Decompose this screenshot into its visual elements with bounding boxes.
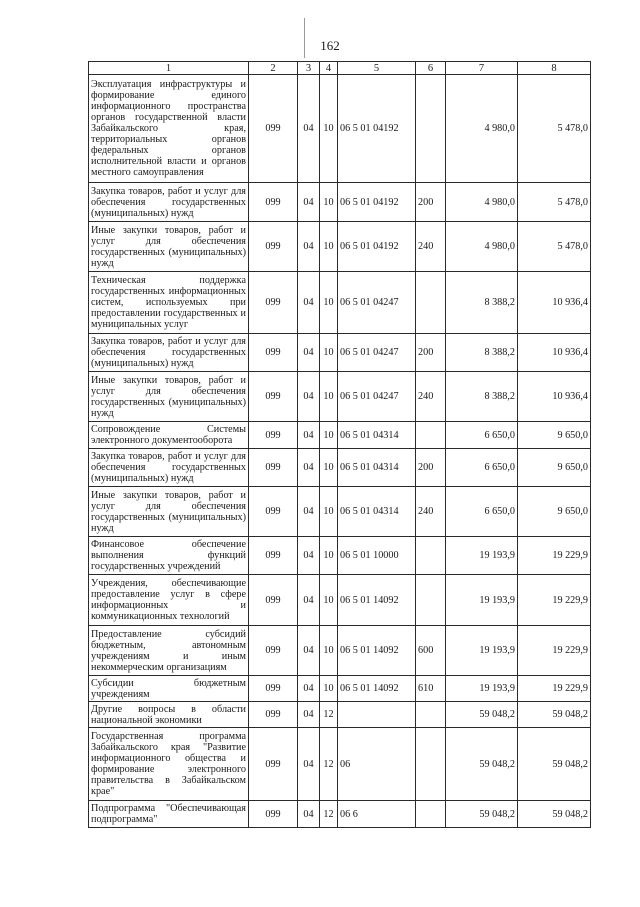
row-col-8: 9 650,0: [518, 487, 591, 537]
row-col-8: 5 478,0: [518, 183, 591, 222]
row-col-7: 8 388,2: [446, 334, 518, 372]
table-row: [89, 222, 591, 272]
row-col-2: 099: [249, 676, 298, 702]
row-col-8: 19 229,9: [518, 676, 591, 702]
row-col-4: 10: [320, 272, 338, 334]
row-col-3: 04: [298, 272, 320, 334]
table-row: [89, 334, 591, 372]
row-name: Иные закупки товаров, работ и услуг для обеспечения государственных (муниципальных) нужд: [89, 372, 249, 422]
table-row: [89, 626, 591, 676]
table-row: [89, 272, 591, 334]
row-col-3: 04: [298, 75, 320, 183]
row-col-4: 10: [320, 676, 338, 702]
row-col-2: 099: [249, 575, 298, 626]
row-col-8: 10 936,4: [518, 334, 591, 372]
row-col-3: 04: [298, 676, 320, 702]
row-col-7: 59 048,2: [446, 801, 518, 828]
row-col-2: 099: [249, 272, 298, 334]
table-row: [89, 702, 591, 728]
row-col-2: 099: [249, 334, 298, 372]
row-col-5: 06 5 01 04314: [338, 422, 416, 449]
row-col-8: 59 048,2: [518, 728, 591, 801]
row-col-8: 59 048,2: [518, 801, 591, 828]
row-col-6: [416, 728, 446, 801]
row-col-8: 19 229,9: [518, 626, 591, 676]
row-col-4: 10: [320, 372, 338, 422]
row-name: Подпрограмма "Обеспечивающая подпрограмма": [89, 801, 249, 828]
table-row: [89, 801, 591, 828]
row-col-6: [416, 801, 446, 828]
row-col-8: 10 936,4: [518, 272, 591, 334]
row-col-6: 240: [416, 222, 446, 272]
row-col-6: 240: [416, 372, 446, 422]
row-col-4: 10: [320, 537, 338, 575]
row-col-7: 4 980,0: [446, 183, 518, 222]
row-name: Закупка товаров, работ и услуг для обеспечения государственных (муниципальных) нужд: [89, 183, 249, 222]
row-col-7: 6 650,0: [446, 422, 518, 449]
row-col-3: 04: [298, 801, 320, 828]
budget-table: [88, 61, 591, 828]
row-col-5: 06 6: [338, 801, 416, 828]
row-col-5: 06 5 01 04314: [338, 487, 416, 537]
row-name: Субсидии бюджетным учреждениям: [89, 676, 249, 702]
table-row: [89, 537, 591, 575]
row-col-4: 10: [320, 75, 338, 183]
row-col-8: 5 478,0: [518, 222, 591, 272]
row-col-7: 4 980,0: [446, 222, 518, 272]
row-col-6: [416, 702, 446, 728]
row-col-8: 19 229,9: [518, 537, 591, 575]
row-col-7: 4 980,0: [446, 75, 518, 183]
row-col-4: 12: [320, 702, 338, 728]
row-col-3: 04: [298, 422, 320, 449]
row-col-3: 04: [298, 702, 320, 728]
row-col-3: 04: [298, 537, 320, 575]
header-col-2: 2: [249, 62, 298, 75]
row-col-8: 9 650,0: [518, 449, 591, 487]
row-col-5: 06 5 01 14092: [338, 676, 416, 702]
row-col-7: 8 388,2: [446, 272, 518, 334]
row-col-3: 04: [298, 728, 320, 801]
row-col-3: 04: [298, 626, 320, 676]
row-col-7: 6 650,0: [446, 449, 518, 487]
row-col-2: 099: [249, 372, 298, 422]
header-col-4: 4: [320, 62, 338, 75]
row-col-4: 10: [320, 449, 338, 487]
row-col-6: [416, 537, 446, 575]
row-col-5: 06 5 01 04192: [338, 75, 416, 183]
row-name: Другие вопросы в области национальной экономики: [89, 702, 249, 728]
table-row: [89, 728, 591, 801]
row-col-2: 099: [249, 702, 298, 728]
row-col-8: 59 048,2: [518, 702, 591, 728]
row-col-7: 19 193,9: [446, 676, 518, 702]
header-col-8: 8: [518, 62, 591, 75]
row-col-6: [416, 422, 446, 449]
table-row: [89, 575, 591, 626]
header-col-5: 5: [338, 62, 416, 75]
row-col-4: 10: [320, 422, 338, 449]
row-col-7: 19 193,9: [446, 575, 518, 626]
header-col-7: 7: [446, 62, 518, 75]
row-col-6: 600: [416, 626, 446, 676]
row-name: Сопровождение Системы электронного документооборота: [89, 422, 249, 449]
page-number: 162: [320, 38, 340, 53]
row-col-8: 5 478,0: [518, 75, 591, 183]
row-col-6: [416, 272, 446, 334]
row-name: Иные закупки товаров, работ и услуг для обеспечения государственных (муниципальных) нужд: [89, 487, 249, 537]
row-col-5: 06 5 01 04192: [338, 222, 416, 272]
row-col-7: 6 650,0: [446, 487, 518, 537]
row-name: Предоставление субсидий бюджетным, автономным учреждениям и иным некоммерческим организациям: [89, 626, 249, 676]
row-col-7: 59 048,2: [446, 728, 518, 801]
row-name: Закупка товаров, работ и услуг для обеспечения государственных (муниципальных) нужд: [89, 334, 249, 372]
table-row: [89, 183, 591, 222]
row-col-5: 06 5 01 04247: [338, 372, 416, 422]
row-col-4: 10: [320, 222, 338, 272]
row-col-2: 099: [249, 449, 298, 487]
row-col-3: 04: [298, 372, 320, 422]
header-col-1: 1: [89, 62, 249, 75]
row-col-5: [338, 702, 416, 728]
row-col-8: 19 229,9: [518, 575, 591, 626]
row-col-8: 9 650,0: [518, 422, 591, 449]
row-col-2: 099: [249, 222, 298, 272]
row-col-2: 099: [249, 537, 298, 575]
table-row: [89, 487, 591, 537]
row-col-7: 19 193,9: [446, 626, 518, 676]
row-col-7: 8 388,2: [446, 372, 518, 422]
row-col-8: 10 936,4: [518, 372, 591, 422]
row-col-5: 06: [338, 728, 416, 801]
row-col-2: 099: [249, 626, 298, 676]
row-col-6: 200: [416, 449, 446, 487]
table-row: [89, 676, 591, 702]
row-col-7: 59 048,2: [446, 702, 518, 728]
header-col-6: 6: [416, 62, 446, 75]
row-name: Иные закупки товаров, работ и услуг для обеспечения государственных (муниципальных) нужд: [89, 222, 249, 272]
row-col-5: 06 5 01 04314: [338, 449, 416, 487]
row-col-3: 04: [298, 449, 320, 487]
table-row: [89, 449, 591, 487]
row-col-5: 06 5 01 14092: [338, 575, 416, 626]
row-col-4: 10: [320, 575, 338, 626]
row-col-3: 04: [298, 183, 320, 222]
row-col-5: 06 5 01 04247: [338, 334, 416, 372]
row-col-3: 04: [298, 222, 320, 272]
row-col-5: 06 5 01 04192: [338, 183, 416, 222]
row-name: Закупка товаров, работ и услуг для обеспечения государственных (муниципальных) нужд: [89, 449, 249, 487]
row-col-6: 240: [416, 487, 446, 537]
row-col-6: [416, 575, 446, 626]
row-col-2: 099: [249, 183, 298, 222]
row-col-4: 10: [320, 183, 338, 222]
row-col-6: 200: [416, 183, 446, 222]
row-col-3: 04: [298, 487, 320, 537]
row-col-4: 12: [320, 801, 338, 828]
row-name: Государственная программа Забайкальского края "Развитие информационного общества и формирование электронного правительства в Забайкальском крае": [89, 728, 249, 801]
row-col-2: 099: [249, 75, 298, 183]
table-row: [89, 75, 591, 183]
row-col-5: 06 5 01 10000: [338, 537, 416, 575]
row-name: Эксплуатация инфраструктуры и формирование единого информационного пространства органов государственной власти Забайкальского края, территориальных органов федеральных органов исполнительной власти и органов местного самоуправления: [89, 75, 249, 183]
row-col-2: 099: [249, 728, 298, 801]
row-col-2: 099: [249, 487, 298, 537]
header-col-3: 3: [298, 62, 320, 75]
row-col-4: 10: [320, 487, 338, 537]
row-col-2: 099: [249, 801, 298, 828]
row-col-2: 099: [249, 422, 298, 449]
row-name: Финансовое обеспечение выполнения функций государственных учреждений: [89, 537, 249, 575]
row-col-4: 10: [320, 626, 338, 676]
header-row: [89, 62, 591, 75]
row-col-6: [416, 75, 446, 183]
table-row: [89, 422, 591, 449]
row-col-7: 19 193,9: [446, 537, 518, 575]
row-col-3: 04: [298, 334, 320, 372]
row-name: Техническая поддержка государственных информационных систем, используемых при предоставлении государственных и муниципальных услуг: [89, 272, 249, 334]
row-col-5: 06 5 01 14092: [338, 626, 416, 676]
row-col-4: 10: [320, 334, 338, 372]
row-col-6: 200: [416, 334, 446, 372]
row-col-3: 04: [298, 575, 320, 626]
row-col-5: 06 5 01 04247: [338, 272, 416, 334]
row-col-4: 12: [320, 728, 338, 801]
row-name: Учреждения, обеспечивающие предоставление услуг в сфере информационных и коммуникационных технологий: [89, 575, 249, 626]
table-row: [89, 372, 591, 422]
row-col-6: 610: [416, 676, 446, 702]
